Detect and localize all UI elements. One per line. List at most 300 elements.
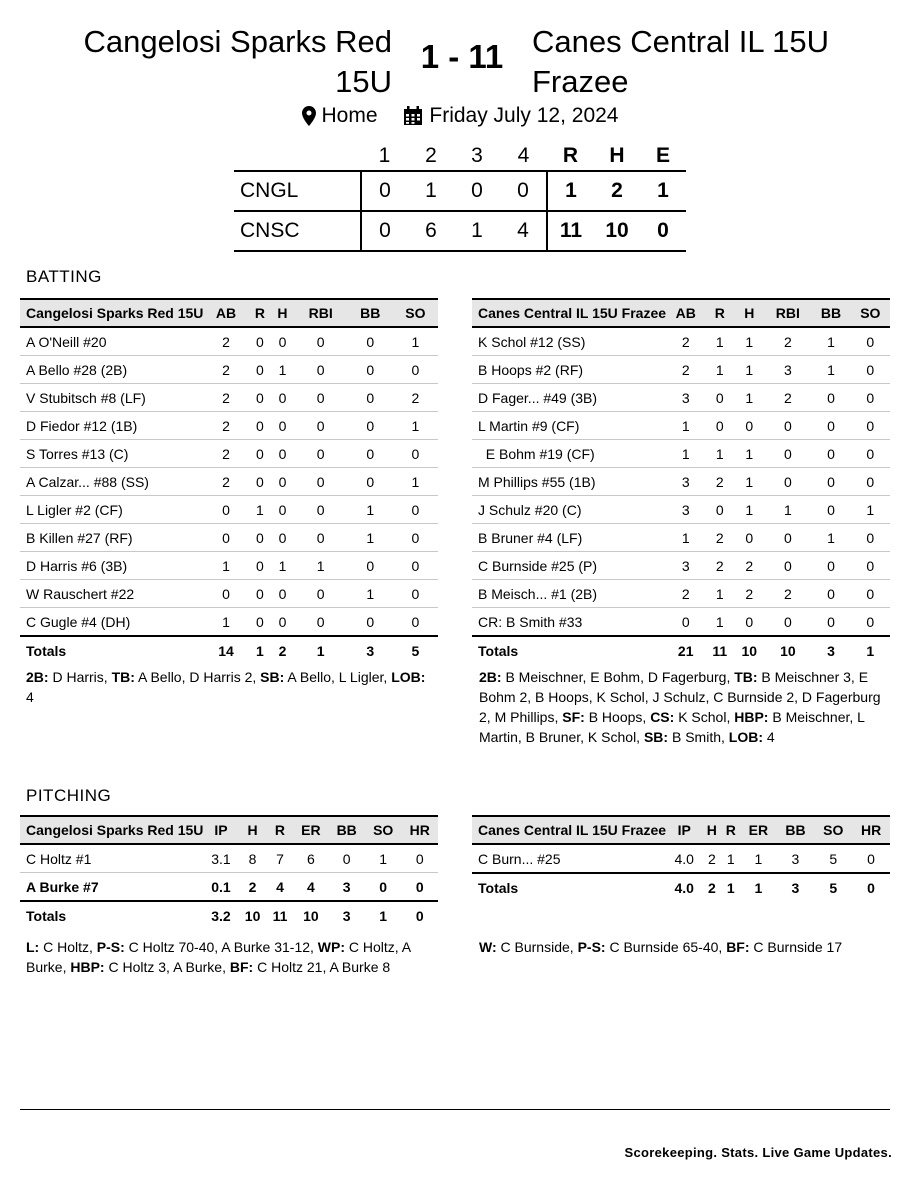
stat-cell: 0 [271, 608, 294, 637]
stat-cell: 0 [348, 384, 393, 412]
note-label: CS: [650, 709, 675, 725]
totals-label: Totals [472, 873, 666, 901]
stat-cell: 0 [294, 384, 348, 412]
note-label: P-S: [577, 939, 606, 955]
stat-cell: 0 [348, 608, 393, 637]
stat-cell: 1 [734, 327, 764, 356]
stat-cell: 0 [249, 412, 272, 440]
player-name: K Schol #12 (SS) [472, 327, 666, 356]
stat-cell: 0 [365, 873, 402, 902]
stat-cell: 1 [705, 608, 734, 637]
note-label: SB: [643, 729, 669, 745]
column-header: R [705, 299, 734, 327]
stat-cell: 0 [851, 608, 890, 637]
stat-cell: 1 [734, 496, 764, 524]
stat-cell: 2 [393, 384, 438, 412]
stat-cell: 0 [764, 468, 811, 496]
column-header: SO [393, 299, 438, 327]
inning-runs: 0 [500, 171, 547, 211]
stat-cell: 8 [239, 844, 267, 873]
table-row [20, 844, 438, 873]
table-row [472, 384, 890, 412]
inning-runs: 1 [425, 179, 437, 202]
stat-cell: 0 [393, 356, 438, 384]
stat-cell: 2 [203, 412, 248, 440]
stat-cell: 0 [764, 412, 811, 440]
total-cell: 2 [702, 873, 721, 901]
stat-cell: 1 [705, 440, 734, 468]
note-text: C Holtz 3, A Burke, [104, 959, 230, 975]
stat-cell: 0 [393, 524, 438, 552]
stat-cell: 1 [811, 356, 850, 384]
stat-cell: 0 [734, 524, 764, 552]
stat-cell: 0 [851, 356, 890, 384]
footer-divider [20, 1109, 890, 1110]
totals-label: Totals [20, 636, 203, 664]
column-header: ER [293, 816, 328, 844]
stat-cell: 1 [764, 496, 811, 524]
pitching-notes-away [26, 937, 436, 977]
errors-header: E [655, 144, 670, 167]
batting-section-title: BATTING [26, 267, 102, 286]
note-label: P-S: [96, 939, 125, 955]
stat-cell: 1 [721, 844, 740, 873]
stat-cell: 2 [666, 327, 705, 356]
stat-cell: 0 [851, 412, 890, 440]
table-row [20, 384, 438, 412]
column-header: SO [851, 299, 890, 327]
stat-cell: 0 [811, 412, 850, 440]
stat-cell: 1 [393, 327, 438, 356]
stat-cell: 1 [393, 412, 438, 440]
table-row [20, 440, 438, 468]
team-column-header: Cangelosi Sparks Red 15U [20, 299, 203, 327]
stat-cell: 1 [365, 844, 402, 873]
stat-cell: 2 [702, 844, 721, 873]
stat-cell: 1 [203, 608, 248, 637]
total-cell: 3 [348, 636, 393, 664]
note-label: LOB: [728, 729, 763, 745]
stat-cell: 0 [393, 608, 438, 637]
total-cell: 0 [401, 901, 438, 929]
table-row [472, 552, 890, 580]
total-errors: 1 [657, 179, 669, 202]
inning-header: 1 [378, 144, 391, 167]
table-row [472, 468, 890, 496]
stat-cell: 0 [249, 384, 272, 412]
note-text: C Holtz, A Burke, [26, 939, 411, 975]
stat-cell: 1 [271, 552, 294, 580]
total-cell: 3.2 [203, 901, 238, 929]
stat-cell: 0 [249, 608, 272, 637]
total-cell: 1 [365, 901, 402, 929]
inning-runs: 1 [471, 219, 483, 242]
note-text: C Holtz, [39, 939, 97, 955]
stat-cell: 1 [348, 524, 393, 552]
stat-cell: 0 [249, 440, 272, 468]
stat-cell: 1 [271, 356, 294, 384]
total-runs: 11 [559, 219, 583, 242]
stat-cell: 2 [666, 580, 705, 608]
player-name: C Gugle #4 (DH) [20, 608, 203, 637]
inning-header: 4 [517, 144, 530, 167]
total-cell: 21 [666, 636, 705, 664]
stat-cell: 0 [811, 552, 850, 580]
stat-cell: 0 [271, 524, 294, 552]
stat-cell: 0 [348, 468, 393, 496]
player-name: C Burnside #25 (P) [472, 552, 666, 580]
note-label: SF: [562, 709, 585, 725]
stat-cell: 0 [666, 608, 705, 637]
player-name: M Phillips #55 (1B) [472, 468, 666, 496]
player-name: V Stubitsch #8 (LF) [20, 384, 203, 412]
stat-cell: 3 [777, 844, 815, 873]
stat-cell: 0 [852, 844, 890, 873]
player-name: D Fiedor #12 (1B) [20, 412, 203, 440]
table-row [20, 552, 438, 580]
stat-cell: 3 [666, 384, 705, 412]
column-header: BB [348, 299, 393, 327]
note-text: B Meischner, L Martin, B Bruner, K Schol, [479, 709, 865, 745]
stat-cell: 2 [203, 468, 248, 496]
stat-cell: 0 [393, 440, 438, 468]
player-name: B Meisch... #1 (2B) [472, 580, 666, 608]
stat-cell: 0 [328, 844, 365, 873]
total-cell: 10 [239, 901, 267, 929]
stat-cell: 0 [271, 327, 294, 356]
stat-cell: 6 [293, 844, 328, 873]
totals-row [472, 873, 890, 901]
column-header: IP [203, 816, 238, 844]
table-row [472, 580, 890, 608]
stat-cell: 0 [851, 468, 890, 496]
column-header: R [267, 816, 294, 844]
stat-cell: 7 [267, 844, 294, 873]
home-team-name: Canes Central IL 15U Frazee [532, 24, 829, 99]
pitching-table-home [472, 815, 890, 901]
stat-cell: 0 [734, 412, 764, 440]
total-cell: 3 [811, 636, 850, 664]
stat-cell: 2 [203, 327, 248, 356]
stat-cell: 3 [666, 552, 705, 580]
stat-cell: 3 [328, 873, 365, 902]
total-cell: 1 [249, 636, 272, 664]
table-row [20, 580, 438, 608]
table-row [472, 327, 890, 356]
stat-cell: 0 [811, 496, 850, 524]
stat-cell: 0 [811, 580, 850, 608]
stat-cell: 3 [666, 468, 705, 496]
note-text: C Holtz 70-40, A Burke 31-12, [124, 939, 318, 955]
team-abbr: CNGL [234, 171, 361, 211]
note-text: 4 [26, 689, 34, 705]
pitching-section-title: PITCHING [26, 786, 112, 805]
linescore-header [234, 142, 686, 171]
column-header: AB [203, 299, 248, 327]
stat-cell: 3 [764, 356, 811, 384]
total-cell: 1 [721, 873, 740, 901]
stat-cell: 1 [294, 552, 348, 580]
stat-cell: 0 [851, 327, 890, 356]
total-cell: 1 [294, 636, 348, 664]
team-column-header: Canes Central IL 15U Frazee [472, 299, 666, 327]
stat-cell: 2 [764, 384, 811, 412]
total-cell: 10 [293, 901, 328, 929]
location-label: Home [321, 104, 378, 127]
pitching-table-away [20, 815, 438, 929]
player-name: W Rauschert #22 [20, 580, 203, 608]
stat-cell: 4.0 [666, 844, 702, 873]
stat-cell: 0 [271, 384, 294, 412]
column-header: H [734, 299, 764, 327]
inning-header: 3 [471, 144, 483, 167]
stat-cell: 1 [705, 327, 734, 356]
note-label: SB: [260, 669, 285, 685]
column-header: SO [814, 816, 852, 844]
stat-cell: 0 [249, 356, 272, 384]
total-hits: 2 [611, 179, 623, 202]
map-pin-icon [302, 106, 316, 126]
stat-cell: 0 [764, 608, 811, 637]
stat-cell: 1 [734, 384, 764, 412]
stat-cell: 0 [851, 524, 890, 552]
column-header: H [702, 816, 721, 844]
linescore-row-home [234, 211, 686, 251]
total-runs: 1 [565, 179, 577, 202]
linescore-corner [234, 142, 361, 171]
game-date [403, 104, 618, 128]
stat-cell: 0 [348, 440, 393, 468]
column-header: RBI [764, 299, 811, 327]
stat-cell: 0 [271, 440, 294, 468]
note-text: C Burnside 17 [749, 939, 843, 955]
note-text: C Burnside, [496, 939, 578, 955]
table-row [472, 356, 890, 384]
game-meta [0, 104, 920, 132]
stat-cell: 1 [811, 524, 850, 552]
game-location [302, 104, 378, 128]
stat-cell: 0 [249, 468, 272, 496]
totals-label: Totals [472, 636, 666, 664]
stat-cell: 4 [267, 873, 294, 902]
stat-cell: 0.1 [203, 873, 238, 902]
batting-notes-home [479, 667, 889, 747]
stat-cell: 1 [734, 356, 764, 384]
inning-runs: 6 [425, 219, 437, 242]
column-header: BB [328, 816, 365, 844]
note-text: D Harris, [48, 669, 112, 685]
note-label: WP: [317, 939, 346, 955]
total-cell: 5 [393, 636, 438, 664]
totals-row [472, 636, 890, 664]
stat-cell: 0 [271, 412, 294, 440]
note-text: 4 [763, 729, 775, 745]
table-row [20, 873, 438, 902]
note-text: B Meischner 3, E Bohm 2, B Hoops, K Schol, J Schulz, C Burnside 2, D Fagerburg 2, M Phillips, [479, 669, 881, 725]
player-name: A O'Neill #20 [20, 327, 203, 356]
hits-header: H [609, 144, 625, 167]
stat-cell: 0 [851, 580, 890, 608]
stat-cell: 0 [393, 552, 438, 580]
stat-cell: 1 [348, 496, 393, 524]
total-cell: 14 [203, 636, 248, 664]
stat-cell: 0 [393, 496, 438, 524]
stat-cell: 0 [348, 552, 393, 580]
column-header: BB [777, 816, 815, 844]
linescore-row-away [234, 171, 686, 211]
stat-cell: 0 [705, 384, 734, 412]
column-header: AB [666, 299, 705, 327]
batting-table-home [472, 298, 890, 664]
stat-cell: 2 [764, 327, 811, 356]
stat-cell: 2 [239, 873, 267, 902]
note-label: 2B: [26, 669, 49, 685]
note-label: HBP: [734, 709, 769, 725]
stat-cell: 0 [348, 356, 393, 384]
stat-cell: 0 [764, 552, 811, 580]
stat-cell: 0 [271, 496, 294, 524]
stat-cell: 0 [811, 608, 850, 637]
player-name: C Burn... #25 [472, 844, 666, 873]
total-cell: 10 [764, 636, 811, 664]
total-cell: 3 [328, 901, 365, 929]
total-errors: 0 [657, 219, 669, 242]
table-row [472, 608, 890, 637]
stat-cell: 0 [851, 384, 890, 412]
stat-cell: 0 [294, 524, 348, 552]
stat-cell: 0 [705, 496, 734, 524]
note-label: W: [479, 939, 497, 955]
inning-header: 2 [425, 144, 437, 167]
total-cell: 4.0 [666, 873, 702, 901]
column-header: ER [740, 816, 776, 844]
team-column-header: Canes Central IL 15U Frazee [472, 816, 666, 844]
note-text: B Hoops, [584, 709, 651, 725]
stat-cell: 1 [811, 327, 850, 356]
stat-cell: 3.1 [203, 844, 238, 873]
stat-cell: 0 [271, 580, 294, 608]
player-name: B Killen #27 (RF) [20, 524, 203, 552]
stat-cell: 0 [811, 468, 850, 496]
stat-cell: 0 [348, 412, 393, 440]
table-row [20, 356, 438, 384]
linescore-table [234, 142, 686, 252]
table-row [20, 496, 438, 524]
stat-cell: 0 [294, 608, 348, 637]
stat-cell: 1 [734, 468, 764, 496]
stat-cell: 0 [294, 580, 348, 608]
stat-cell: 0 [764, 524, 811, 552]
note-text: K Schol, [674, 709, 735, 725]
totals-label: Totals [20, 901, 203, 929]
runs-header: R [562, 144, 579, 167]
stat-cell: 0 [705, 412, 734, 440]
column-header: H [239, 816, 267, 844]
totals-row [20, 901, 438, 929]
final-score: 1 - 11 [420, 38, 504, 75]
batting-table-away [20, 298, 438, 664]
table-row [20, 608, 438, 637]
stat-cell: 0 [348, 327, 393, 356]
note-label: TB: [734, 669, 758, 685]
note-text: B Meischner, E Bohm, D Fagerburg, [501, 669, 735, 685]
stat-cell: 1 [666, 524, 705, 552]
total-cell: 5 [814, 873, 852, 901]
date-label: Friday July 12, 2024 [429, 104, 619, 127]
table-row [20, 524, 438, 552]
note-label: BF: [229, 959, 254, 975]
stat-cell: 1 [740, 844, 776, 873]
stat-cell: 3 [666, 496, 705, 524]
stat-cell: 0 [851, 440, 890, 468]
note-label: 2B: [479, 669, 502, 685]
stat-cell: 1 [666, 412, 705, 440]
stat-cell: 2 [734, 580, 764, 608]
note-text: A Bello, L Ligler, [284, 669, 392, 685]
stat-cell: 2 [203, 356, 248, 384]
stat-cell: 2 [705, 468, 734, 496]
stat-cell: 1 [734, 440, 764, 468]
table-row [472, 496, 890, 524]
player-name: J Schulz #20 (C) [472, 496, 666, 524]
note-label: BF: [726, 939, 750, 955]
stat-cell: 4 [293, 873, 328, 902]
note-label: TB: [111, 669, 135, 685]
stat-cell: 2 [705, 524, 734, 552]
stat-cell: 2 [764, 580, 811, 608]
total-cell: 3 [777, 873, 815, 901]
stat-cell: 0 [734, 608, 764, 637]
column-header: IP [666, 816, 702, 844]
table-row [20, 412, 438, 440]
stat-cell: 0 [203, 524, 248, 552]
column-header: HR [401, 816, 438, 844]
totals-row [20, 636, 438, 664]
column-header: RBI [294, 299, 348, 327]
player-name: L Martin #9 (CF) [472, 412, 666, 440]
table-row [472, 440, 890, 468]
stat-cell: 2 [666, 356, 705, 384]
total-cell: 1 [740, 873, 776, 901]
table-row [472, 412, 890, 440]
stat-cell: 0 [851, 552, 890, 580]
player-name: C Holtz #1 [20, 844, 203, 873]
note-text: C Holtz 21, A Burke 8 [253, 959, 391, 975]
note-label: L: [26, 939, 40, 955]
stat-cell: 1 [705, 356, 734, 384]
stat-cell: 0 [294, 327, 348, 356]
stat-cell: 2 [705, 552, 734, 580]
stat-cell: 0 [249, 580, 272, 608]
stat-cell: 0 [294, 468, 348, 496]
stat-cell: 1 [203, 552, 248, 580]
column-header: R [721, 816, 740, 844]
table-row [20, 468, 438, 496]
inning-runs: 4 [500, 211, 547, 251]
pitching-notes-home [479, 937, 889, 957]
table-row [472, 844, 890, 873]
note-text: A Bello, D Harris 2, [134, 669, 261, 685]
note-text: B Smith, [668, 729, 729, 745]
stat-cell: 2 [203, 384, 248, 412]
total-cell: 2 [271, 636, 294, 664]
player-name: B Bruner #4 (LF) [472, 524, 666, 552]
stat-cell: 0 [249, 552, 272, 580]
column-header: H [271, 299, 294, 327]
stat-cell: 1 [705, 580, 734, 608]
column-header: R [249, 299, 272, 327]
table-row [472, 524, 890, 552]
